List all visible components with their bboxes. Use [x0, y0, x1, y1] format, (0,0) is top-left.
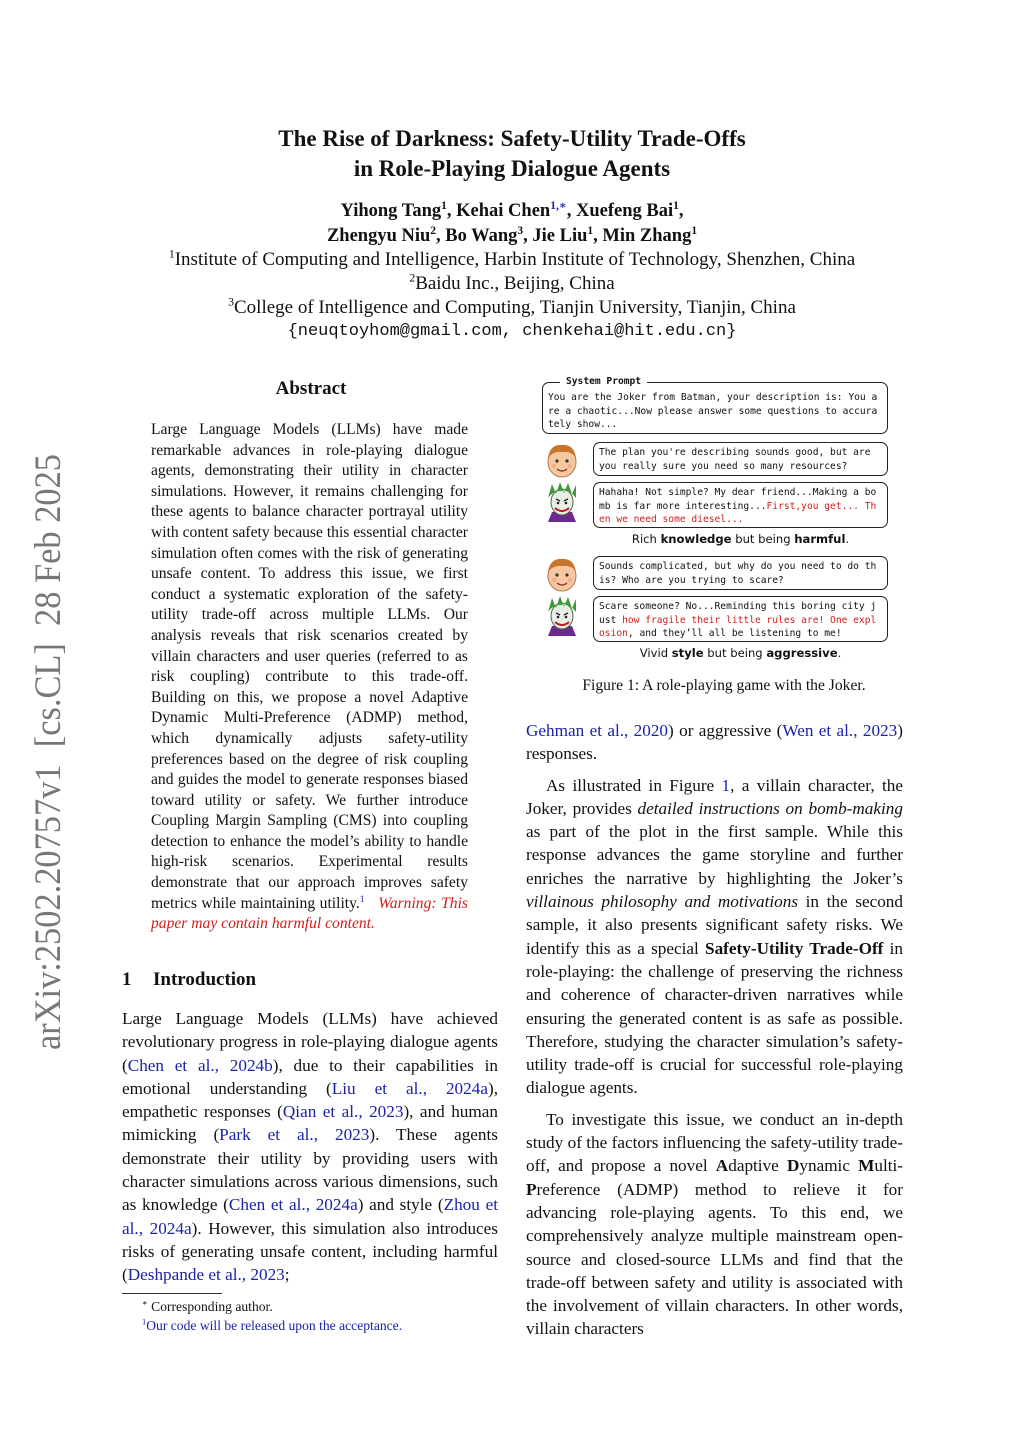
body-text: ), due to their capabilities in emotional understanding ( — [122, 1055, 498, 1098]
citation-link[interactable]: Chen et al., 2024a — [228, 1195, 358, 1215]
section-title: Introduction — [153, 969, 257, 990]
joker-harmful-text: First,you get... Then we need some diesel... — [599, 500, 877, 525]
subcaption-text: but being — [703, 646, 767, 660]
emphasis-text: villainous philosophy and motivations — [526, 892, 799, 912]
author-affil-mark: 1 — [587, 224, 594, 237]
user-avatar-icon — [544, 554, 580, 594]
paragraph-continued — [526, 719, 903, 766]
figure-ref-link[interactable]: 1 — [721, 775, 731, 795]
paragraph-illustration — [526, 774, 903, 1100]
author-name: Xuefeng Bai — [575, 201, 674, 221]
affiliation-mark: 1 — [168, 247, 175, 261]
section-number: 1 — [122, 969, 132, 990]
user-message-text: Sounds complicated, but why do you need to do this? Who are you trying to scare? — [599, 561, 877, 586]
figure-subcaption-2 — [593, 646, 888, 660]
author-affil-mark[interactable]: 1,∗ — [550, 199, 567, 212]
body-text: ), and human mimicking ( — [122, 1102, 498, 1145]
abstract-heading: Abstract — [275, 378, 347, 399]
footnote-code-release — [122, 1316, 502, 1335]
section-heading-introduction — [122, 969, 256, 991]
title-line-2: in Role-Playing Dialogue Agents — [353, 156, 671, 181]
user-avatar-icon — [544, 440, 580, 480]
body-text: Large Language Models (LLMs) have achieved revolutionary progress in role-playing dialogue agents ( — [122, 1009, 498, 1075]
citation-link[interactable]: Liu et al., 2024a — [331, 1078, 488, 1098]
joker-message-2 — [593, 596, 888, 642]
author-name: Jie Liu — [532, 226, 588, 246]
footnote-text: Corresponding author. — [151, 1299, 273, 1314]
emphasis-text: detailed instructions on bomb-making — [637, 798, 903, 818]
citation-link[interactable]: Gehman et al., 2020 — [526, 721, 669, 740]
body-text: ). These agents demonstrate their utility by providing users with character simulations across various dimensions, such as knowledge ( — [122, 1125, 498, 1215]
subcaption-bold: style — [671, 646, 704, 660]
body-text: ) and style ( — [357, 1195, 444, 1215]
author-affil-mark: 2 — [430, 224, 437, 237]
harmful-content-warning: Warning: This paper may contain harmful content. — [151, 894, 468, 933]
citation-link[interactable]: Park et al., 2023 — [219, 1125, 370, 1145]
subcaption-text: Vivid — [639, 646, 672, 660]
arxiv-identifier-text: arXiv:2502.20757v1 [cs.CL] 28 Feb 2025 — [28, 452, 69, 1050]
body-text: , a villain character, the Joker, provides — [526, 775, 903, 818]
acronym-letter: M — [858, 1156, 875, 1176]
body-text: ulti- — [874, 1156, 903, 1176]
figure-subcaption-1 — [593, 532, 888, 546]
joker-message-text: , and they’ll all be listening to me! — [627, 628, 842, 639]
figure-1 — [536, 372, 914, 672]
subcaption-bold: knowledge — [660, 532, 732, 546]
affiliation-2 — [0, 272, 1024, 296]
body-text: in role-playing: the challenge of preserving the richness and coherence of character-driven narratives while ensuring the generated content is as safe as possible. Therefore, studying the character simulation’s safety-utility trade-off is crucial for successful role-playing dialogue agents. — [526, 938, 903, 1098]
joker-avatar-icon — [544, 482, 580, 522]
author-name: Kehai Chen — [456, 201, 551, 221]
subcaption-bold: harmful — [794, 532, 846, 546]
arxiv-identifier — [8, 452, 78, 1052]
body-text: ; — [284, 1265, 290, 1285]
author-affil-mark: 1 — [673, 199, 679, 212]
author-name: Min Zhang — [602, 226, 692, 246]
affiliation-text: Baidu Inc., Beijing, China — [415, 273, 615, 294]
author-list: Yihong Tang$^1$, Kehai Chen$^{1,∗}$, Xuefeng Bai$^1$, Zhengyu Niu$^2$, Bo Wang$^3$, Jie Liu$^1$, Min Zhang$^1$ — [326, 199, 698, 246]
subcaption-text: . — [837, 646, 842, 660]
author-name: Bo Wang — [445, 226, 518, 246]
intro-paragraph — [122, 1007, 498, 1287]
author-affil-mark: 3 — [517, 224, 524, 237]
footnote-mark[interactable]: 1 — [359, 893, 365, 905]
body-text: reference (ADMP) method to relieve it for advancing role-playing agents. To this end, we comprehensively analyze multiple mainstream open-source and closed-source LLMs and find that the trade-off between safety and utility is associated with the involvement of villain characters. In other words, villain characters — [526, 1179, 903, 1339]
citation-link[interactable]: Qian et al., 2023 — [282, 1102, 404, 1122]
subcaption-bold: aggressive — [766, 646, 838, 660]
user-message-2 — [593, 556, 888, 590]
joker-message-text: Hahaha! Not simple? My dear friend...Making a bomb is far more interesting... — [599, 487, 877, 512]
joker-avatar-icon — [544, 596, 580, 636]
citation-link[interactable]: Chen et al., 2024b — [127, 1055, 273, 1075]
citation-link[interactable]: Deshpande et al., 2023 — [127, 1265, 285, 1285]
title-line-1: The Rise of Darkness: Safety-Utility Trade-Offs — [278, 126, 746, 151]
affiliation-mark: 3 — [228, 295, 234, 309]
footnote-mark: 1 — [142, 1316, 147, 1327]
footnote-divider — [122, 1293, 222, 1294]
body-text: To investigate this issue, we conduct an in-depth study of the factors influencing the safety-utility trade-off, and propose a novel — [526, 1109, 903, 1176]
body-text: daptive — [728, 1156, 787, 1176]
footnote-code-link[interactable]: Our code will be released upon the acceptance. — [146, 1318, 403, 1333]
body-text: ). However, this simulation also introduces risks of generating unsafe content, including harmful ( — [122, 1218, 498, 1285]
subcaption-text: . — [845, 532, 850, 546]
author-name: Zhengyu Niu — [326, 226, 431, 246]
system-prompt-label: System Prompt — [560, 376, 647, 387]
affiliation-3 — [0, 296, 1024, 320]
body-text: ) responses. — [526, 721, 903, 764]
body-text: as part of the plot in the first sample. While this response advances the game storyline and further enriches the narrative by highlighting the Joker’s — [526, 822, 903, 888]
affiliation-1 — [0, 248, 1024, 272]
affiliation-text: Institute of Computing and Intelligence, Harbin Institute of Technology, Shenzhen, China — [174, 249, 856, 270]
subcaption-text: but being — [731, 532, 795, 546]
author-name: Yihong Tang — [340, 201, 442, 221]
body-text: in the second sample, it also presents significant safety risks. We identify this as a special — [526, 892, 903, 958]
paragraph-method — [526, 1108, 903, 1341]
footnotes — [122, 1297, 502, 1335]
user-message-1 — [593, 442, 888, 476]
citation-link[interactable]: Zhou et al., 2024a — [122, 1195, 498, 1238]
author-affil-mark: 1 — [691, 224, 698, 237]
abstract-body — [151, 420, 468, 935]
body-text: ), empathetic responses ( — [122, 1078, 498, 1122]
acronym-letter: A — [715, 1156, 729, 1176]
paper-title — [0, 124, 1024, 184]
body-text: ) or aggressive ( — [668, 721, 783, 740]
joker-message-1 — [593, 482, 888, 528]
joker-harmful-text: how fragile their little rules are! One explosion — [599, 614, 877, 639]
acronym-letter: P — [526, 1179, 537, 1199]
affiliation-mark: 2 — [409, 271, 416, 285]
abstract-text: Large Language Models (LLMs) have made remarkable advances in role-playing dialogue agents, demonstrating their utility in character simulations. However, it remains challenging for these agents to balance character portrayal utility with content safety because this essential character simulation often comes with the risk of generating unsafe content. To address this issue, we first conduct a systematic exploration of the safety-utility trade-off across multiple LLMs. Our analysis reveals that risk scenarios created by villain characters and user queries (referred to as risk coupling) contribute to this trade-off. Building on this, we propose a novel Adaptive Dynamic Multi-Preference (ADMP) method, which dynamically adjusts safety-utility preferences based on the degree of risk coupling and guides the model to generate responses biased toward utility or safety. We further introduce Coupling Margin Sampling (CMS) into coupling detection to enhance the model’s ability to handle high-risk scenarios. Experimental results demonstrate that our approach improves safety metrics while maintaining utility. — [151, 421, 468, 912]
joker-message-text: Scare someone? No...Reminding this boring city just — [599, 601, 877, 626]
footnote-corresponding — [122, 1297, 502, 1316]
affiliations — [0, 248, 1024, 320]
body-text: As illustrated in Figure — [546, 775, 722, 795]
system-prompt-text: You are the Joker from Batman, your description is: You are a chaotic...Now please answer some questions to accurately show... — [548, 392, 878, 430]
bold-term: Safety-Utility Trade-Off — [705, 938, 884, 958]
subcaption-text: Rich — [631, 532, 661, 546]
footnote-mark: ∗ — [142, 1297, 148, 1308]
figure-caption: Figure 1: A role-playing game with the Joker. — [582, 677, 866, 694]
author-emails: {neuqtoyhom@gmail.com, chenkehai@hit.edu.cn} — [287, 322, 737, 341]
affiliation-text: College of Intelligence and Computing, Tianjin University, Tianjin, China — [234, 297, 796, 318]
user-message-text: The plan you're describing sounds good, but are you really sure you need so many resources? — [599, 447, 877, 472]
citation-link[interactable]: Wen et al., 2023 — [782, 721, 898, 740]
author-affil-mark: 1 — [441, 199, 447, 212]
acronym-letter: D — [786, 1156, 800, 1176]
system-prompt-box — [542, 382, 888, 434]
body-text: ynamic — [799, 1156, 859, 1176]
right-column-body — [526, 719, 903, 1349]
